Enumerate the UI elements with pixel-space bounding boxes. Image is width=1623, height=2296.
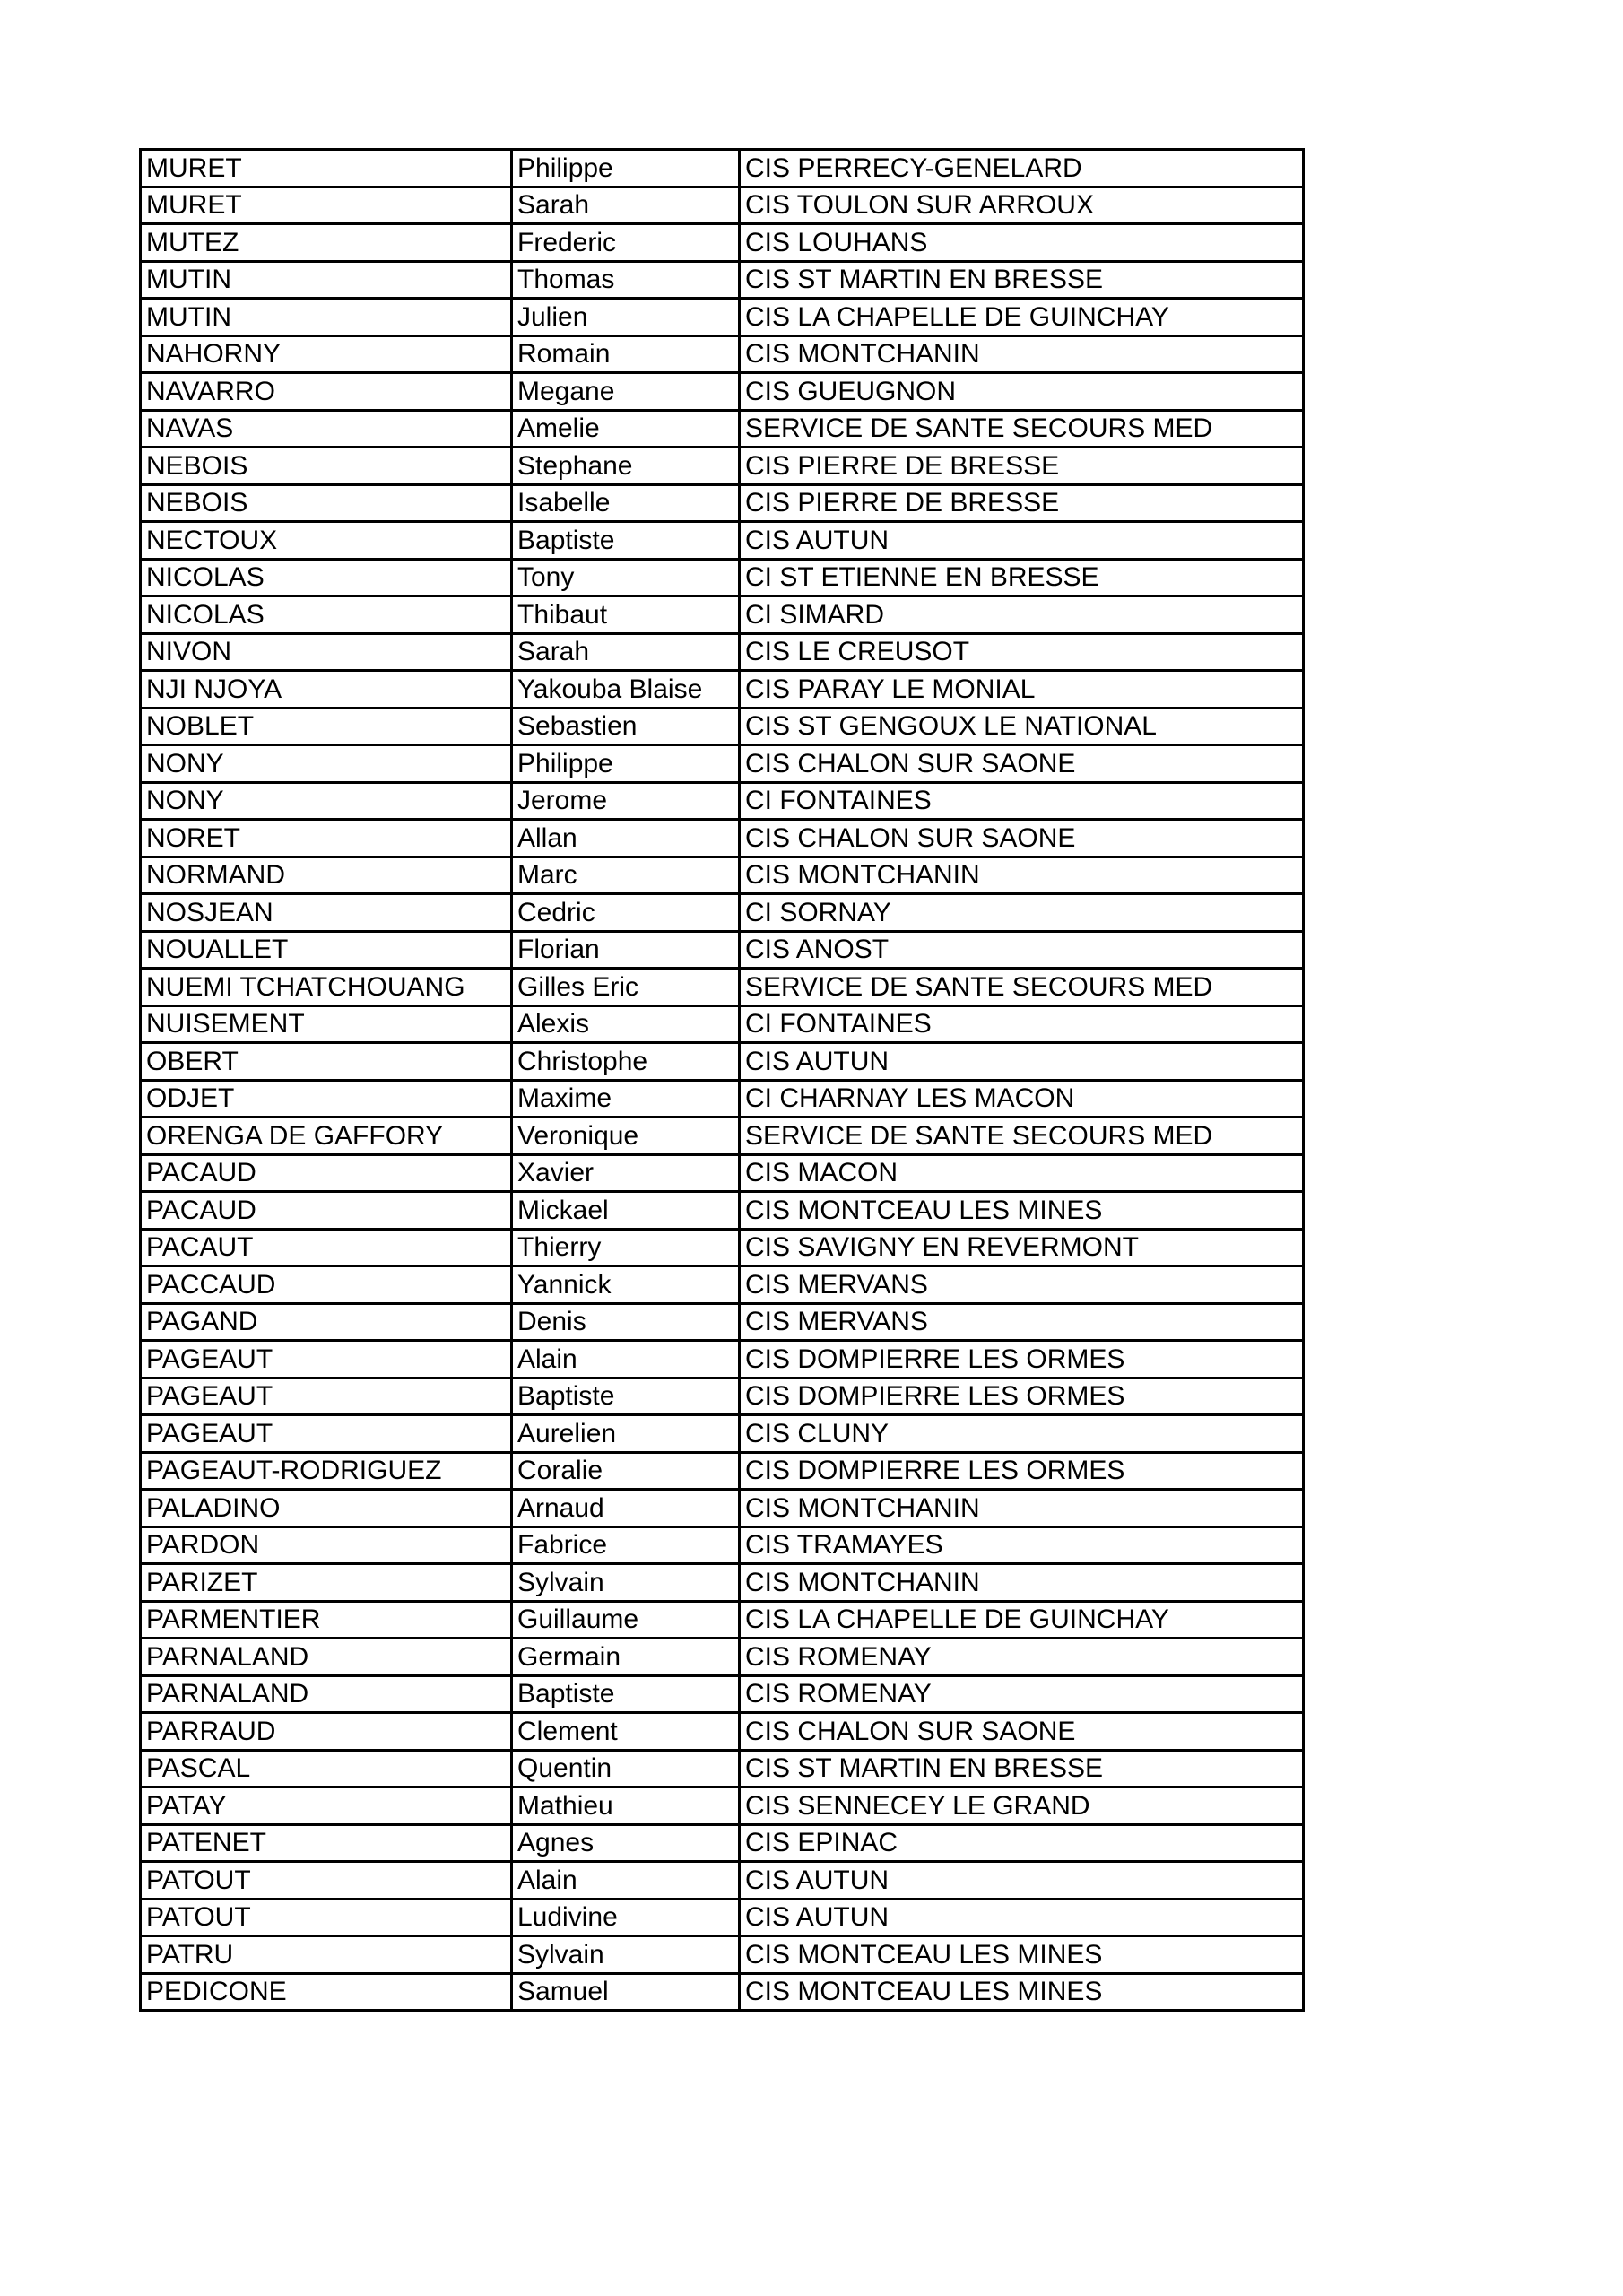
table-row <box>141 484 1304 522</box>
first-name-cell: Aurelien <box>512 1415 740 1453</box>
first-name-cell: Cedric <box>512 894 740 932</box>
table-row <box>141 1154 1304 1192</box>
table-row <box>141 1713 1304 1751</box>
first-name-cell: Veronique <box>512 1118 740 1155</box>
center-cell: CIS TRAMAYES <box>740 1526 1304 1564</box>
center-cell: CI FONTAINES <box>740 782 1304 820</box>
last-name-cell: ORENGA DE GAFFORY <box>141 1118 512 1155</box>
center-cell: CIS PIERRE DE BRESSE <box>740 448 1304 485</box>
table-row <box>141 559 1304 596</box>
center-cell: CIS CHALON SUR SAONE <box>740 1713 1304 1751</box>
last-name-cell: NAHORNY <box>141 335 512 373</box>
last-name-cell: PAGEAUT <box>141 1341 512 1378</box>
first-name-cell: Isabelle <box>512 484 740 522</box>
first-name-cell: Xavier <box>512 1154 740 1192</box>
first-name-cell: Fabrice <box>512 1526 740 1564</box>
center-cell: CIS SAVIGNY EN REVERMONT <box>740 1229 1304 1266</box>
table-row <box>141 1266 1304 1304</box>
last-name-cell: NAVARRO <box>141 373 512 411</box>
first-name-cell: Sylvain <box>512 1564 740 1602</box>
first-name-cell: Thibaut <box>512 596 740 634</box>
last-name-cell: PATAY <box>141 1787 512 1825</box>
first-name-cell: Coralie <box>512 1452 740 1490</box>
last-name-cell: PATRU <box>141 1936 512 1974</box>
table-row <box>141 1526 1304 1564</box>
first-name-cell: Thomas <box>512 261 740 299</box>
first-name-cell: Philippe <box>512 745 740 783</box>
center-cell: CIS DOMPIERRE LES ORMES <box>740 1341 1304 1378</box>
first-name-cell: Agnes <box>512 1824 740 1862</box>
center-cell: CIS TOULON SUR ARROUX <box>740 187 1304 224</box>
roster-table <box>139 148 1305 2012</box>
table-row <box>141 1080 1304 1118</box>
table-row <box>141 1415 1304 1453</box>
table-row <box>141 820 1304 857</box>
table-row <box>141 1899 1304 1936</box>
first-name-cell: Gilles Eric <box>512 969 740 1006</box>
last-name-cell: NAVAS <box>141 410 512 448</box>
center-cell: CIS MONTCHANIN <box>740 1490 1304 1527</box>
last-name-cell: ODJET <box>141 1080 512 1118</box>
first-name-cell: Yakouba Blaise <box>512 671 740 709</box>
first-name-cell: Maxime <box>512 1080 740 1118</box>
center-cell: CIS DOMPIERRE LES ORMES <box>740 1378 1304 1415</box>
center-cell: CIS ROMENAY <box>740 1675 1304 1713</box>
last-name-cell: NORET <box>141 820 512 857</box>
last-name-cell: MURET <box>141 150 512 187</box>
last-name-cell: PEDICONE <box>141 1973 512 2011</box>
last-name-cell: PATOUT <box>141 1899 512 1936</box>
first-name-cell: Baptiste <box>512 1675 740 1713</box>
center-cell: CIS GUEUGNON <box>740 373 1304 411</box>
center-cell: CIS PARAY LE MONIAL <box>740 671 1304 709</box>
last-name-cell: MURET <box>141 187 512 224</box>
last-name-cell: PARNALAND <box>141 1675 512 1713</box>
first-name-cell: Christophe <box>512 1043 740 1081</box>
first-name-cell: Romain <box>512 335 740 373</box>
last-name-cell: NJI NJOYA <box>141 671 512 709</box>
last-name-cell: PACAUT <box>141 1229 512 1266</box>
center-cell: CI SORNAY <box>740 894 1304 932</box>
center-cell: CIS ANOST <box>740 931 1304 969</box>
center-cell: CIS LA CHAPELLE DE GUINCHAY <box>740 1601 1304 1639</box>
first-name-cell: Arnaud <box>512 1490 740 1527</box>
last-name-cell: NUEMI TCHATCHOUANG <box>141 969 512 1006</box>
last-name-cell: PAGEAUT <box>141 1378 512 1415</box>
first-name-cell: Samuel <box>512 1973 740 2011</box>
center-cell: CIS PIERRE DE BRESSE <box>740 484 1304 522</box>
first-name-cell: Julien <box>512 299 740 336</box>
table-row <box>141 187 1304 224</box>
last-name-cell: NEBOIS <box>141 448 512 485</box>
center-cell: CIS MERVANS <box>740 1303 1304 1341</box>
first-name-cell: Amelie <box>512 410 740 448</box>
last-name-cell: NECTOUX <box>141 522 512 560</box>
last-name-cell: NICOLAS <box>141 596 512 634</box>
first-name-cell: Jerome <box>512 782 740 820</box>
center-cell: SERVICE DE SANTE SECOURS MED <box>740 1118 1304 1155</box>
center-cell: CIS ST GENGOUX LE NATIONAL <box>740 708 1304 745</box>
last-name-cell: PARDON <box>141 1526 512 1564</box>
last-name-cell: NOSJEAN <box>141 894 512 932</box>
table-row <box>141 1824 1304 1862</box>
center-cell: SERVICE DE SANTE SECOURS MED <box>740 969 1304 1006</box>
center-cell: CI SIMARD <box>740 596 1304 634</box>
center-cell: CIS MONTCHANIN <box>740 857 1304 894</box>
last-name-cell: PATOUT <box>141 1862 512 1900</box>
first-name-cell: Frederic <box>512 224 740 262</box>
table-row <box>141 1675 1304 1713</box>
table-row <box>141 1118 1304 1155</box>
center-cell: CIS MONTCEAU LES MINES <box>740 1936 1304 1974</box>
center-cell: CIS MERVANS <box>740 1266 1304 1304</box>
first-name-cell: Clement <box>512 1713 740 1751</box>
center-cell: CIS AUTUN <box>740 1899 1304 1936</box>
table-row <box>141 931 1304 969</box>
first-name-cell: Baptiste <box>512 1378 740 1415</box>
last-name-cell: PATENET <box>141 1824 512 1862</box>
table-row <box>141 1452 1304 1490</box>
first-name-cell: Allan <box>512 820 740 857</box>
first-name-cell: Sarah <box>512 187 740 224</box>
first-name-cell: Philippe <box>512 150 740 187</box>
last-name-cell: PAGAND <box>141 1303 512 1341</box>
first-name-cell: Mickael <box>512 1192 740 1230</box>
table-row <box>141 633 1304 671</box>
center-cell: CIS LA CHAPELLE DE GUINCHAY <box>740 299 1304 336</box>
center-cell: CIS MONTCHANIN <box>740 1564 1304 1602</box>
first-name-cell: Thierry <box>512 1229 740 1266</box>
table-row <box>141 857 1304 894</box>
center-cell: CIS MACON <box>740 1154 1304 1192</box>
center-cell: CI CHARNAY LES MACON <box>740 1080 1304 1118</box>
first-name-cell: Quentin <box>512 1750 740 1787</box>
table-row <box>141 410 1304 448</box>
first-name-cell: Stephane <box>512 448 740 485</box>
last-name-cell: MUTIN <box>141 261 512 299</box>
center-cell: SERVICE DE SANTE SECOURS MED <box>740 410 1304 448</box>
table-row <box>141 335 1304 373</box>
first-name-cell: Denis <box>512 1303 740 1341</box>
table-row <box>141 1378 1304 1415</box>
last-name-cell: NONY <box>141 745 512 783</box>
first-name-cell: Alain <box>512 1862 740 1900</box>
table-row <box>141 708 1304 745</box>
center-cell: CIS CHALON SUR SAONE <box>740 745 1304 783</box>
table-row <box>141 299 1304 336</box>
table-row <box>141 745 1304 783</box>
table-row <box>141 969 1304 1006</box>
first-name-cell: Ludivine <box>512 1899 740 1936</box>
last-name-cell: PACAUD <box>141 1192 512 1230</box>
last-name-cell: NOUALLET <box>141 931 512 969</box>
table-row <box>141 1639 1304 1676</box>
last-name-cell: PAGEAUT <box>141 1415 512 1453</box>
last-name-cell: NICOLAS <box>141 559 512 596</box>
last-name-cell: PARRAUD <box>141 1713 512 1751</box>
last-name-cell: PARMENTIER <box>141 1601 512 1639</box>
table-row <box>141 782 1304 820</box>
table-row <box>141 373 1304 411</box>
table-row <box>141 894 1304 932</box>
table-row <box>141 1973 1304 2011</box>
first-name-cell: Florian <box>512 931 740 969</box>
table-row <box>141 1229 1304 1266</box>
center-cell: CIS LOUHANS <box>740 224 1304 262</box>
last-name-cell: NIVON <box>141 633 512 671</box>
table-row <box>141 150 1304 187</box>
last-name-cell: PACCAUD <box>141 1266 512 1304</box>
table-row <box>141 596 1304 634</box>
first-name-cell: Sarah <box>512 633 740 671</box>
table-row <box>141 1862 1304 1900</box>
table-row <box>141 522 1304 560</box>
last-name-cell: OBERT <box>141 1043 512 1081</box>
last-name-cell: NUISEMENT <box>141 1005 512 1043</box>
last-name-cell: PAGEAUT-RODRIGUEZ <box>141 1452 512 1490</box>
first-name-cell: Alexis <box>512 1005 740 1043</box>
table-row <box>141 1787 1304 1825</box>
first-name-cell: Germain <box>512 1639 740 1676</box>
last-name-cell: PALADINO <box>141 1490 512 1527</box>
first-name-cell: Baptiste <box>512 522 740 560</box>
table-row <box>141 224 1304 262</box>
first-name-cell: Sebastien <box>512 708 740 745</box>
first-name-cell: Megane <box>512 373 740 411</box>
center-cell: CIS MONTCEAU LES MINES <box>740 1192 1304 1230</box>
center-cell: CIS CLUNY <box>740 1415 1304 1453</box>
last-name-cell: NEBOIS <box>141 484 512 522</box>
center-cell: CIS PERRECY-GENELARD <box>740 150 1304 187</box>
table-row <box>141 1005 1304 1043</box>
first-name-cell: Tony <box>512 559 740 596</box>
center-cell: CIS SENNECEY LE GRAND <box>740 1787 1304 1825</box>
table-row <box>141 1192 1304 1230</box>
roster-table-body <box>141 150 1304 2011</box>
center-cell: CIS EPINAC <box>740 1824 1304 1862</box>
table-row <box>141 1303 1304 1341</box>
table-row <box>141 1936 1304 1974</box>
center-cell: CIS CHALON SUR SAONE <box>740 820 1304 857</box>
center-cell: CI ST ETIENNE EN BRESSE <box>740 559 1304 596</box>
first-name-cell: Marc <box>512 857 740 894</box>
last-name-cell: PARNALAND <box>141 1639 512 1676</box>
last-name-cell: NORMAND <box>141 857 512 894</box>
last-name-cell: MUTEZ <box>141 224 512 262</box>
table-row <box>141 1564 1304 1602</box>
first-name-cell: Sylvain <box>512 1936 740 1974</box>
table-row <box>141 1043 1304 1081</box>
last-name-cell: PARIZET <box>141 1564 512 1602</box>
first-name-cell: Yannick <box>512 1266 740 1304</box>
last-name-cell: PACAUD <box>141 1154 512 1192</box>
first-name-cell: Mathieu <box>512 1787 740 1825</box>
table-row <box>141 1341 1304 1378</box>
first-name-cell: Guillaume <box>512 1601 740 1639</box>
center-cell: CI FONTAINES <box>740 1005 1304 1043</box>
center-cell: CIS MONTCHANIN <box>740 335 1304 373</box>
table-row <box>141 671 1304 709</box>
last-name-cell: NOBLET <box>141 708 512 745</box>
center-cell: CIS ST MARTIN EN BRESSE <box>740 1750 1304 1787</box>
last-name-cell: MUTIN <box>141 299 512 336</box>
center-cell: CIS DOMPIERRE LES ORMES <box>740 1452 1304 1490</box>
center-cell: CIS ROMENAY <box>740 1639 1304 1676</box>
center-cell: CIS ST MARTIN EN BRESSE <box>740 261 1304 299</box>
first-name-cell: Alain <box>512 1341 740 1378</box>
center-cell: CIS LE CREUSOT <box>740 633 1304 671</box>
table-row <box>141 1490 1304 1527</box>
center-cell: CIS MONTCEAU LES MINES <box>740 1973 1304 2011</box>
last-name-cell: NONY <box>141 782 512 820</box>
table-row <box>141 1601 1304 1639</box>
table-row <box>141 261 1304 299</box>
center-cell: CIS AUTUN <box>740 522 1304 560</box>
table-row <box>141 1750 1304 1787</box>
table-row <box>141 448 1304 485</box>
center-cell: CIS AUTUN <box>740 1043 1304 1081</box>
last-name-cell: PASCAL <box>141 1750 512 1787</box>
center-cell: CIS AUTUN <box>740 1862 1304 1900</box>
